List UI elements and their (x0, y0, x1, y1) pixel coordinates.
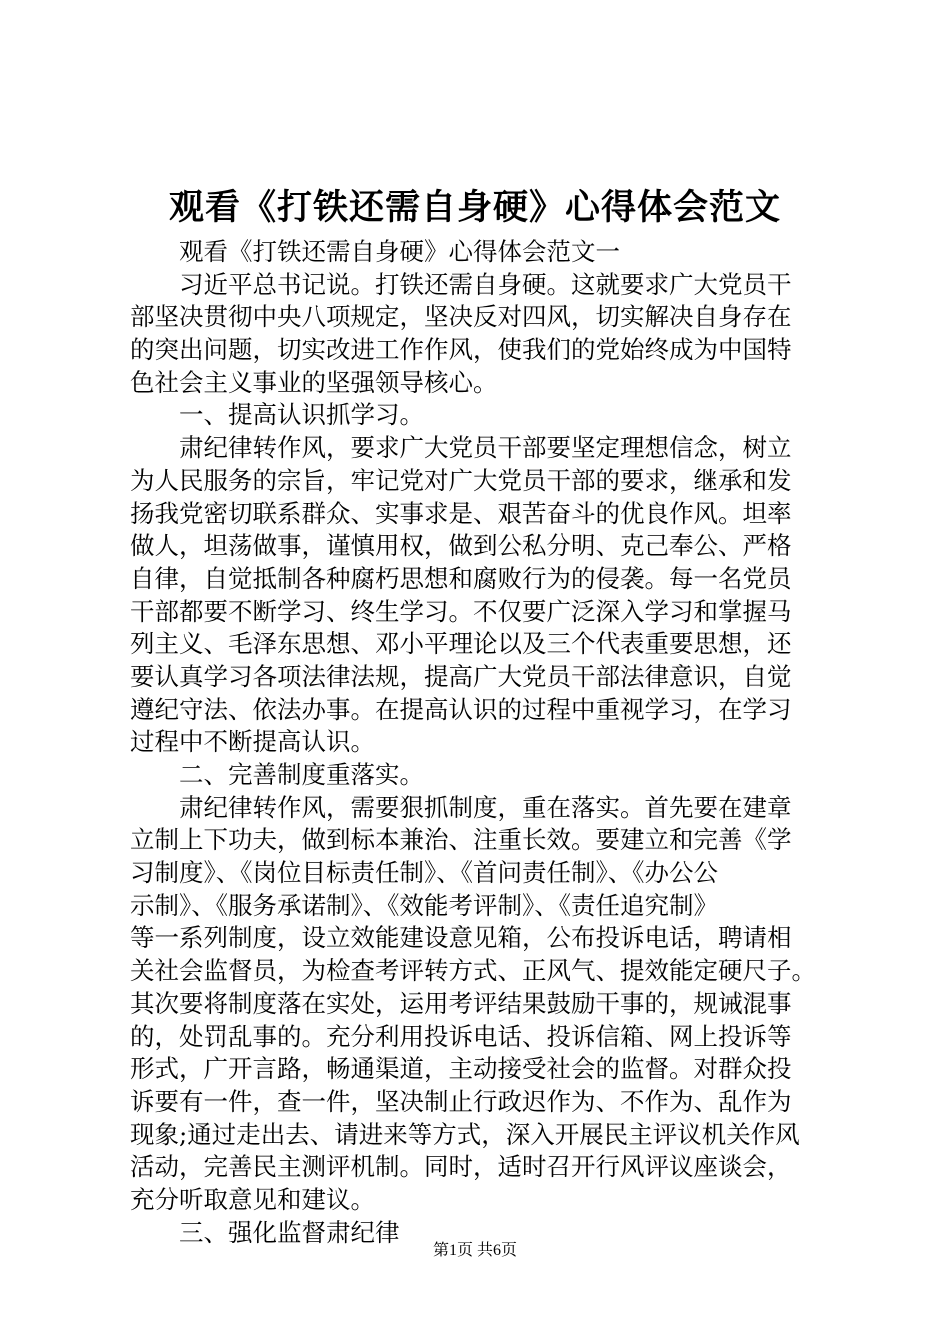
text-line: 立制上下功夫，做到标本兼治、注重长效。要建立和完善《学 (130, 825, 792, 855)
text-line: 遵纪守法、依法办事。在提高认识的过程中重视学习，在学习 (130, 694, 792, 724)
text-line: 肃纪律转作风，要求广大党员干部要坚定理想信念，树立 (179, 433, 792, 463)
document-body (130, 236, 830, 1249)
text-line: 自律，自觉抵制各种腐朽思想和腐败行为的侵袭。每一名党员 (130, 563, 792, 593)
text-line: 观看《打铁还需自身硬》心得体会范文一 (179, 237, 620, 266)
text-line: 过程中不断提高认识。 (130, 727, 375, 757)
text-line: 要认真学习各项法律法规，提高广大党员干部法律意识，自觉 (130, 661, 792, 691)
text-line: 形式，广开言路，畅通渠道，主动接受社会的监督。对群众投 (130, 1054, 792, 1084)
section-heading: 二、完善制度重落实。 (179, 760, 424, 789)
text-line: 扬我党密切联系群众、实事求是、艰苦奋斗的优良作风。坦率 (130, 498, 792, 528)
text-line: 列主义、毛泽东思想、邓小平理论以及三个代表重要思想，还 (130, 629, 792, 659)
text-line: 其次要将制度落在实处，运用考评结果鼓励干事的，规诫混事 (130, 988, 792, 1018)
document-title: 观看《打铁还需自身硬》心得体会范文 (168, 187, 781, 228)
section-heading: 一、提高认识抓学习。 (179, 400, 424, 430)
text-line: 干部都要不断学习、终生学习。不仅要广泛深入学习和掌握马 (130, 596, 792, 626)
text-line: 部坚决贯彻中央八项规定，坚决反对四风，切实解决自身存在 (130, 302, 792, 332)
section-heading: 三、强化监督肃纪律 (179, 1217, 400, 1247)
text-line: 色社会主义事业的坚强领导核心。 (130, 367, 498, 397)
text-line: 诉要有一件，查一件，坚决制止行政迟作为、不作为、乱作为 (130, 1086, 792, 1116)
text-line: 习制度》、《岗位目标责任制》、《首问责任制》、《办公公 (130, 858, 718, 888)
text-line: 示制》、《服务承诺制》、《效能考评制》、《责任追究制》 (130, 890, 718, 920)
text-line: 关社会监督员，为检查考评转方式、正风气、提效能定硬尺子。 (130, 956, 816, 986)
text-line: 的，处罚乱事的。充分利用投诉电话、投诉信箱、网上投诉等 (130, 1021, 792, 1051)
text-line: 等一系列制度，设立效能建设意见箱，公布投诉电话，聘请相 (130, 923, 792, 953)
text-line: 现象;通过走出去、请进来等方式，深入开展民主评议机关作风 (130, 1119, 800, 1149)
text-line: 肃纪律转作风，需要狠抓制度，重在落实。首先要在建章 (179, 792, 792, 822)
text-line: 的突出问题，切实改进工作作风，使我们的党始终成为中国特 (130, 335, 792, 365)
text-line: 做人，坦荡做事，谨慎用权，做到公私分明、克己奉公、严格 (130, 531, 792, 561)
text-line: 充分听取意见和建议。 (130, 1184, 375, 1214)
text-line: 活动，完善民主测评机制。同时，适时召开行风评议座谈会， (130, 1152, 792, 1182)
page-number-footer: 第1页 共6页 (432, 1242, 517, 1259)
text-line: 习近平总书记说。打铁还需自身硬。这就要求广大党员干 (179, 269, 792, 299)
text-line: 为人民服务的宗旨，牢记党对广大党员干部的要求，继承和发 (130, 465, 792, 495)
